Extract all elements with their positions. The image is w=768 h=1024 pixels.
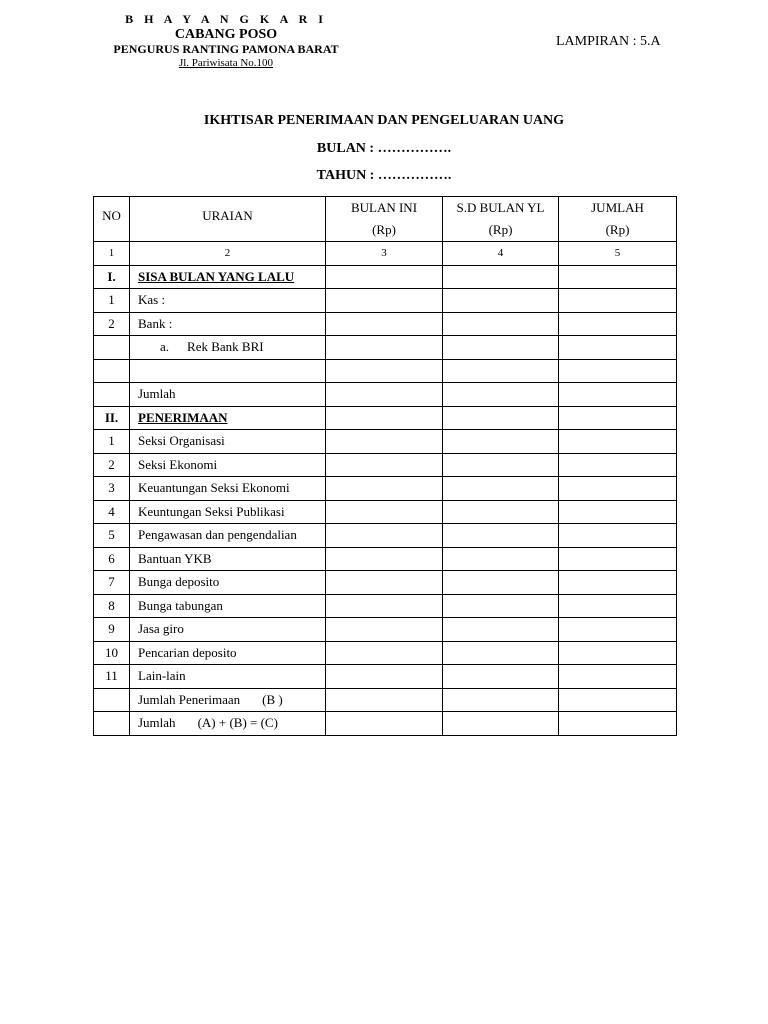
row-description-cell [130,618,326,642]
address: Jl. Pariwisata No.100 [178,56,274,69]
amount-total[interactable] [559,665,677,689]
row-description: Kas : [138,292,166,307]
row-description: Seksi Organisasi [138,433,225,448]
column-number: 1 [94,242,130,266]
organization-name: B H A Y A N G K A R I [125,12,327,26]
row-description: PENERIMAAN [138,409,228,425]
amount-total[interactable] [559,712,677,736]
row-number: 11 [94,665,130,689]
amount-ytd[interactable] [443,500,559,524]
row-description: Jasa giro [138,621,184,636]
column-number: 4 [443,242,559,266]
row-number: 6 [94,547,130,571]
amount-this-month[interactable] [326,688,443,712]
row-description: Pencarian deposito [138,644,237,660]
table-row [94,289,677,313]
row-number [94,359,130,383]
row-description: Seksi Ekonomi [138,456,218,472]
amount-ytd[interactable] [443,312,559,336]
header-desc-label: URAIAN [202,208,253,223]
amount-this-month[interactable] [326,618,443,642]
row-number: 7 [94,571,130,595]
row-formula: (B ) [262,691,283,707]
row-description: Bunga deposito [138,574,220,589]
row-description-cell [130,712,326,736]
amount-ytd[interactable] [443,336,559,360]
header-currency-label: (Rp) [605,222,630,237]
amount-this-month[interactable] [326,665,443,689]
header-row [94,197,677,242]
row-description-cell [130,477,326,501]
amount-total[interactable] [559,359,677,383]
row-number: 1 [94,289,130,313]
header-no-label: NO [102,208,121,223]
year-line: TAHUN : ……………. [316,168,452,183]
amount-this-month[interactable] [326,289,443,313]
row-description-cell [130,688,326,712]
amount-this-month[interactable] [326,312,443,336]
amount-ytd[interactable] [443,289,559,313]
header-ytd [443,197,559,242]
amount-this-month[interactable] [326,594,443,618]
row-description-cell [130,265,326,289]
header-this-month-label: BULAN INI [350,200,418,215]
row-description-cell [130,383,326,407]
document-title: IKHTISAR PENERIMAAN DAN PENGELUARAN UANG [203,113,565,128]
amount-total[interactable] [559,500,677,524]
amount-total[interactable] [559,453,677,477]
amount-ytd[interactable] [443,359,559,383]
table-row [94,406,677,430]
amount-this-month[interactable] [326,383,443,407]
table-row [94,453,677,477]
table-row [94,594,677,618]
table-row [94,265,677,289]
amount-ytd[interactable] [443,594,559,618]
row-number: 1 [94,430,130,454]
attachment-label: LAMPIRAN : 5.A [556,34,661,49]
row-description-cell [130,594,326,618]
row-description-cell [130,359,326,383]
amount-ytd[interactable] [443,406,559,430]
amount-this-month[interactable] [326,359,443,383]
row-number [94,712,130,736]
column-number: 2 [130,242,326,266]
row-description-cell [130,500,326,524]
amount-this-month[interactable] [326,477,443,501]
item-marker: a. [160,339,170,354]
header-no [94,197,130,242]
column-number: 3 [326,242,443,266]
table-row [94,359,677,383]
amount-this-month[interactable] [326,336,443,360]
amount-this-month[interactable] [326,547,443,571]
row-description: Rek Bank BRI [187,339,264,354]
amount-ytd[interactable] [443,571,559,595]
amount-total[interactable] [559,477,677,501]
table-row [94,336,677,360]
row-description: Keuantungan Seksi Ekonomi [138,480,290,495]
amount-this-month[interactable] [326,524,443,548]
amount-total[interactable] [559,688,677,712]
row-number: 4 [94,500,130,524]
letterhead [80,13,372,69]
amount-total[interactable] [559,265,677,289]
row-number: 2 [94,453,130,477]
row-description-cell [130,430,326,454]
row-description: Bantuan YKB [138,550,212,566]
row-description-cell [130,406,326,430]
header-this-month [326,197,443,242]
row-number [94,688,130,712]
row-number: 2 [94,312,130,336]
amount-total[interactable] [559,430,677,454]
header-currency-label: (Rp) [488,222,513,237]
amount-ytd[interactable] [443,641,559,665]
table-row [94,712,677,736]
amount-this-month[interactable] [326,712,443,736]
table-row [94,547,677,571]
row-description-cell [130,453,326,477]
amount-total[interactable] [559,336,677,360]
amount-total[interactable] [559,524,677,548]
unit-name: PENGURUS RANTING PAMONA BARAT [113,41,339,56]
table-row [94,430,677,454]
amount-this-month[interactable] [326,406,443,430]
table-row [94,312,677,336]
report-table [93,196,677,736]
row-description-cell [130,571,326,595]
amount-this-month[interactable] [326,430,443,454]
row-description-cell [130,289,326,313]
amount-ytd[interactable] [443,265,559,289]
table-row [94,688,677,712]
month-line: BULAN : ……………. [316,141,452,156]
header-desc [130,197,326,242]
row-number [94,336,130,360]
row-description: Keuntungan Seksi Publikasi [138,503,285,519]
row-description-cell [130,665,326,689]
row-description: Jumlah [138,386,176,401]
branch-name: CABANG POSO [174,26,278,42]
row-description-cell [130,641,326,665]
amount-this-month[interactable] [326,453,443,477]
row-description-cell [130,336,326,360]
amount-ytd[interactable] [443,712,559,736]
amount-total[interactable] [559,383,677,407]
row-description: SISA BULAN YANG LALU [138,268,295,284]
header-total [559,197,677,242]
table-row [94,500,677,524]
table-row [94,665,677,689]
row-description-cell [130,547,326,571]
row-description: Bunga tabungan [138,597,223,613]
row-formula: (A) + (B) = (C) [197,715,278,730]
column-number: 5 [559,242,677,266]
amount-total[interactable] [559,571,677,595]
amount-total[interactable] [559,289,677,313]
amount-this-month[interactable] [326,500,443,524]
amount-total[interactable] [559,594,677,618]
amount-this-month[interactable] [326,571,443,595]
table-row [94,477,677,501]
table-row [94,383,677,407]
row-number: 10 [94,641,130,665]
row-number: 9 [94,618,130,642]
row-number: 3 [94,477,130,501]
row-number: I. [94,265,130,289]
amount-ytd[interactable] [443,430,559,454]
row-description: Lain-lain [138,668,186,683]
amount-ytd[interactable] [443,524,559,548]
header-ytd-label: S.D BULAN YL [456,200,545,215]
row-number: 5 [94,524,130,548]
amount-ytd[interactable] [443,453,559,477]
amount-ytd[interactable] [443,547,559,571]
header-total-label: JUMLAH [591,200,644,215]
amount-total[interactable] [559,618,677,642]
amount-total[interactable] [559,312,677,336]
row-number: II. [94,406,130,430]
table-row [94,524,677,548]
row-description-cell [130,312,326,336]
amount-ytd[interactable] [443,383,559,407]
row-description-cell [130,524,326,548]
row-description: Pengawasan dan pengendalian [138,527,297,542]
table-row [94,571,677,595]
amount-this-month[interactable] [326,265,443,289]
amount-ytd[interactable] [443,477,559,501]
table-row [94,618,677,642]
amount-ytd[interactable] [443,665,559,689]
amount-this-month[interactable] [326,641,443,665]
row-description: Bank : [138,315,173,331]
row-description: Jumlah Penerimaan [138,691,241,707]
amount-total[interactable] [559,406,677,430]
row-number: 8 [94,594,130,618]
amount-ytd[interactable] [443,618,559,642]
row-description: Jumlah [138,715,176,730]
header-currency-label: (Rp) [372,222,396,237]
amount-total[interactable] [559,547,677,571]
column-number-row [94,242,677,266]
amount-total[interactable] [559,641,677,665]
amount-ytd[interactable] [443,688,559,712]
table-row [94,641,677,665]
row-number [94,383,130,407]
